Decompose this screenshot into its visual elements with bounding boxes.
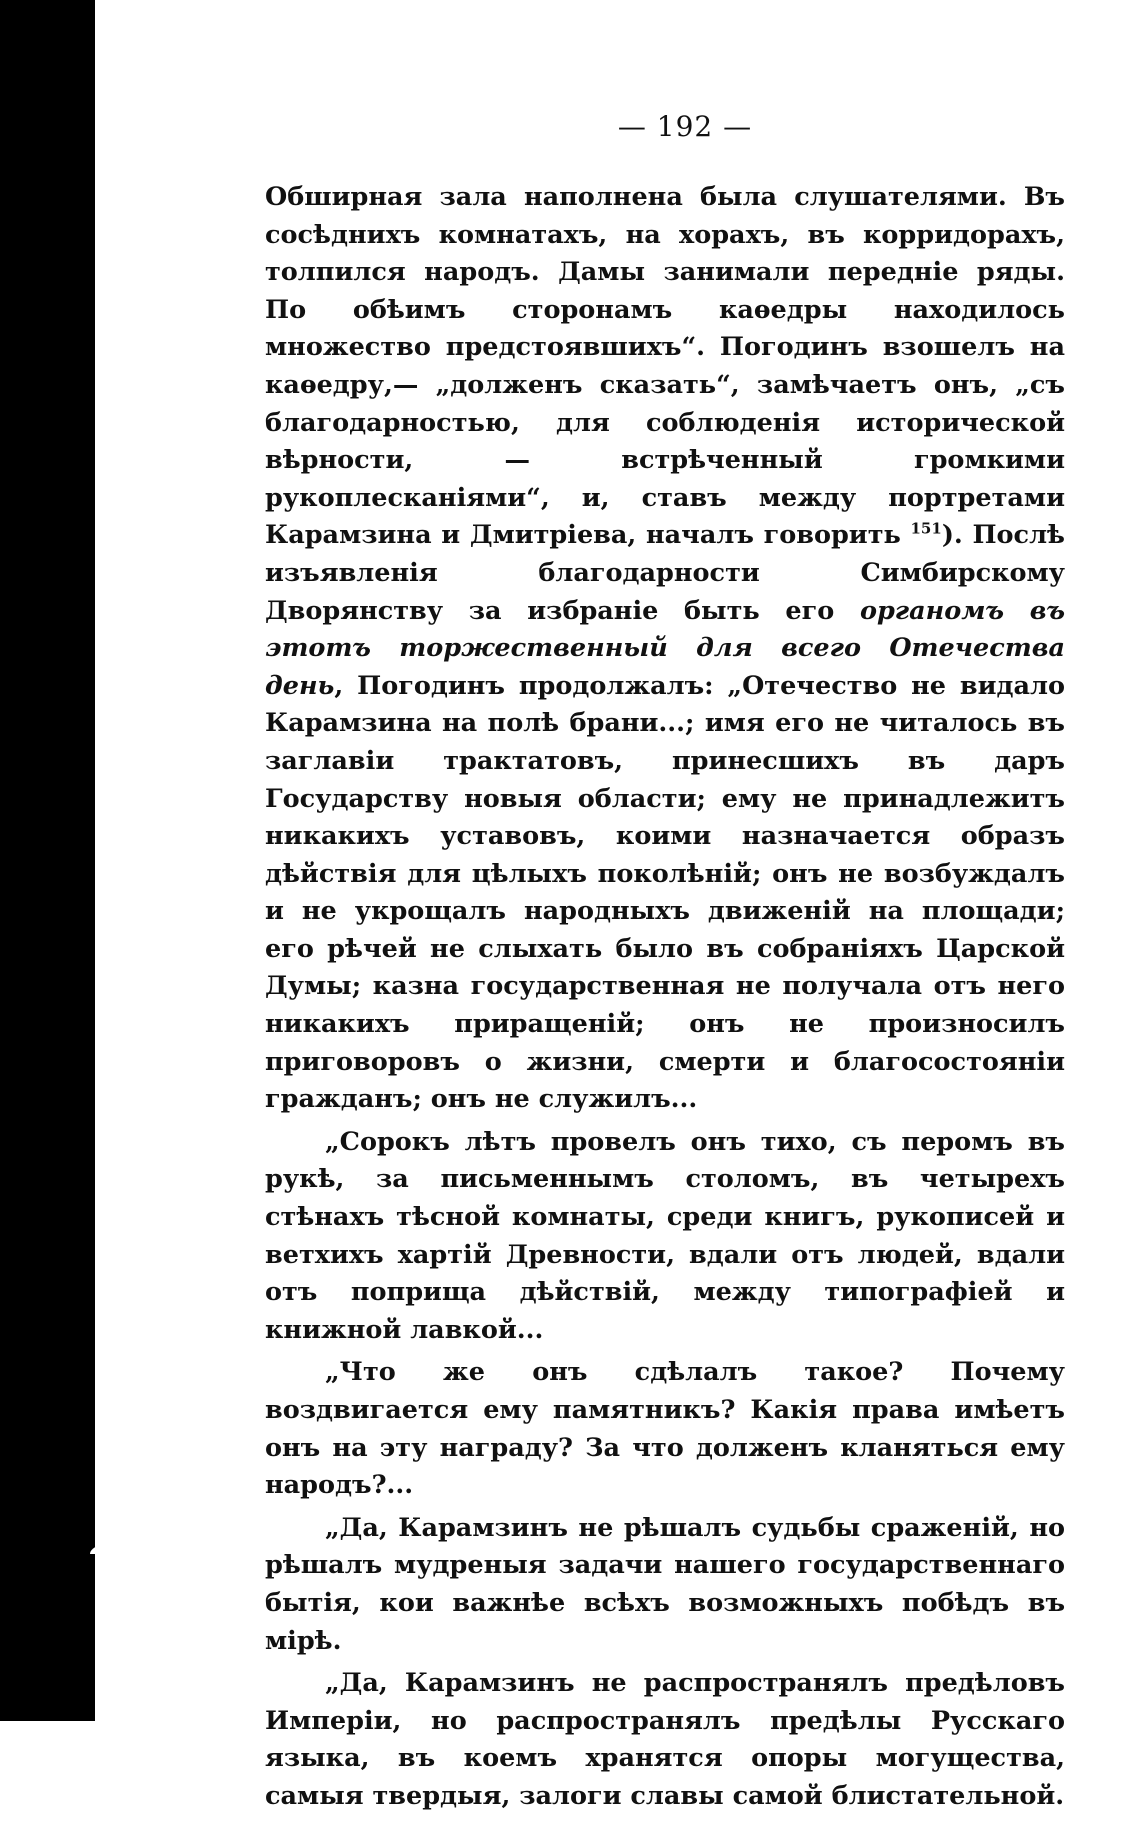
footnote-ref-151: 151 [910, 519, 942, 538]
paragraph-1-italic-phrase: органомъ въ этотъ торжественный для всего Отечества день [265, 595, 1066, 701]
paragraph-1 [265, 179, 1065, 1119]
scan-edge-notch [90, 1540, 150, 1554]
scan-black-margin [0, 0, 95, 1721]
page-number: — 192 — [617, 110, 753, 143]
paragraph-2: „Сорокъ лѣтъ провелъ онъ тихо, съ перомъ въ рукѣ, за письменнымъ столомъ, въ четырехъ стѣнахъ тѣсной комнаты, среди книгъ, рукописей и ветхихъ хартій Древности, вдали отъ людей, вдали отъ поприща дѣйствій, между типографіей и книжной лавкой... [265, 1126, 1065, 1345]
paragraph-1-text-b: ). Послѣ изъявленія благодарности Симбирскому Дворянству за избраніе быть его [265, 520, 1065, 626]
book-page [265, 110, 1065, 1821]
page-body [265, 179, 1065, 1816]
paragraph-3: „Что же онъ сдѣлалъ такое? Почему воздвигается ему памятникъ? Какія права имѣетъ онъ на эту награду? За что долженъ кланяться ему народъ?... [265, 1357, 1065, 1501]
paragraph-1-text-c: , Погодинъ продолжалъ: „Отечество не видало Карамзина на полѣ брани...; имя его не читалось въ заглавіи трактатовъ, принесшихъ въ даръ Государству новыя области; ему не принадлежитъ никакихъ уставовъ, коими назначается образъ дѣйствія для цѣлыхъ поколѣній; онъ не возбуждалъ и не укрощалъ народныхъ движеній на площади; его рѣчей не слыхать было въ собраніяхъ Царской Думы; казна государственная не получала отъ него никакихъ приращеній; онъ не произносилъ приговоровъ о жизни, смерти и благосостояніи гражданъ; онъ не служилъ... [265, 670, 1065, 1115]
paragraph-4: „Да, Карамзинъ не рѣшалъ судьбы сраженій, но рѣшалъ мудреныя задачи нашего государственнаго бытія, кои важнѣе всѣхъ возможныхъ побѣдъ въ мірѣ. [265, 1512, 1065, 1656]
paragraph-1-text-a: Обширная зала наполнена была слушателями. Въ сосѣднихъ комнатахъ, на хорахъ, въ корридорахъ, толпился народъ. Дамы занимали передніе ряды. По обѣимъ сторонамъ каѳедры находилось множество предстоявшихъ“. Погодинъ взошелъ на каѳедру,— „долженъ сказать“, замѣчаетъ онъ, „съ благодарностью, для соблюденія исторической вѣрности, — встрѣченный громкими рукоплесканіями“, и, ставъ между портретами Карамзина и Дмитріева, началъ говорить [265, 182, 1065, 551]
paragraph-5: „Да, Карамзинъ не распространялъ предѣловъ Имперіи, но распространялъ предѣлы Русскаго языка, въ коемъ хранятся опоры могущества, самыя твердыя, залоги славы самой блистательной. [265, 1668, 1065, 1811]
